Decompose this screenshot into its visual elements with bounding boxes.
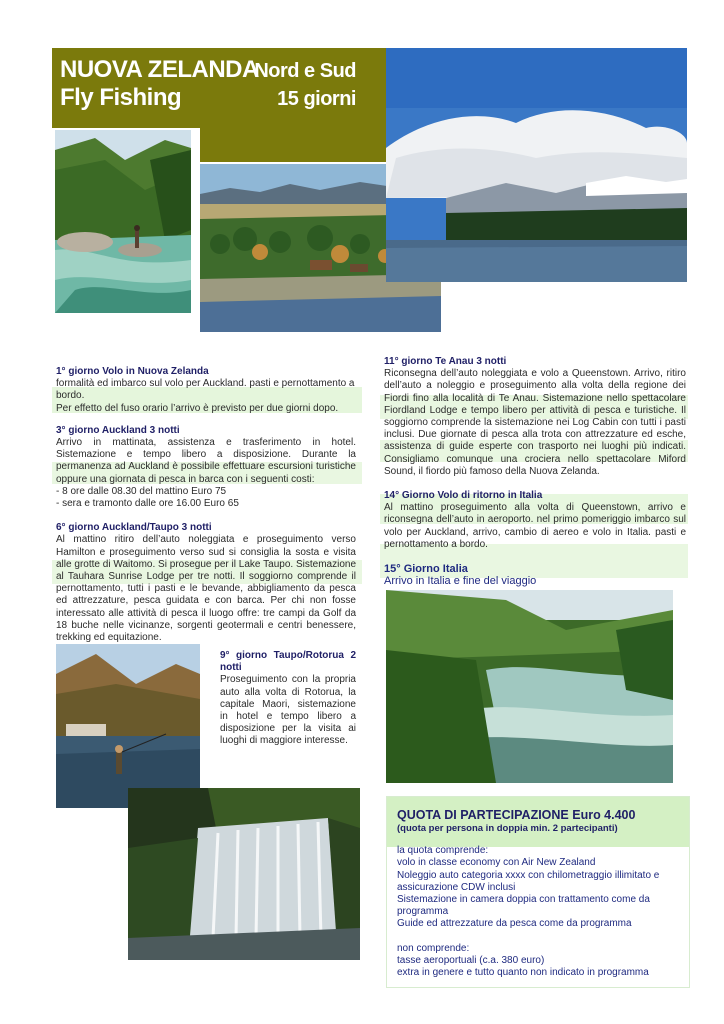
fisherman-lake-photo (56, 644, 200, 808)
includes-item: assicurazione CDW inclusi (397, 881, 516, 893)
day9-block (220, 650, 356, 748)
price-box (386, 796, 690, 988)
title-banner-extension (200, 128, 386, 162)
includes-heading: la quota comprende: (397, 845, 489, 857)
includes-item: Sistemazione in camera doppia con trattamento come da programma (397, 894, 650, 918)
day15-body: Arrivo in Italia e fine del viaggio (384, 575, 537, 588)
title-country: NUOVA ZELANDA (60, 56, 259, 83)
day14-body: Al mattino proseguimento alla volta di Queenstown, arrivo e riconsegna dell’auto in aeroporto. nel primo pomeriggio imbarco sul volo per Auckland, arrivo, cambio di aereo e volo in Italia. pasti e pernottamento a bordo. (384, 502, 686, 550)
day15-heading: 15° Giorno Italia (384, 563, 468, 576)
includes-item: Guide ed attrezzature da pesca come da programma (397, 918, 632, 930)
day1-heading: 1° giorno Volo in Nuova Zelanda (56, 366, 209, 377)
price-title: QUOTA DI PARTECIPAZIONE Euro 4.400 (397, 808, 636, 822)
excludes-heading: non comprende: (397, 942, 470, 954)
day9-heading: 9° giorno Taupo/Rotorua 2 notti (220, 650, 356, 674)
day3-cost2: - sera e tramonto dalle ore 16.00 Euro 65 (56, 498, 239, 510)
price-subtitle: (quota per persona in doppia min. 2 partecipanti) (397, 823, 618, 834)
day3-heading: 3° giorno Auckland 3 notti (56, 424, 180, 436)
title-duration: 15 giorni (277, 88, 356, 110)
includes-item: Noleggio auto categoria xxxx con chilometraggio illimitato e (397, 869, 660, 881)
includes-item: volo in classe economy con Air New Zealand (397, 857, 596, 869)
river-fishing-photo (55, 130, 191, 313)
excludes-item: extra in genere e tutto quanto non indicato in programma (397, 967, 649, 979)
waterfall-photo (128, 788, 360, 960)
day14-heading: 14° Giorno Volo di ritorno in Italia (384, 490, 543, 502)
lake-mountains-photo (386, 48, 687, 282)
rapids-river-photo (386, 590, 673, 783)
itinerary-right (384, 356, 686, 587)
day1-line1: formalità ed imbarco sul volo per Auckland. pasti e pernottamento a bordo. (56, 378, 355, 402)
itinerary-left (56, 366, 356, 644)
title-theme: Fly Fishing (60, 84, 182, 111)
excludes-item: tasse aeroportuali (c.a. 380 euro) (397, 954, 545, 966)
day3-cost1: - 8 ore dalle 08.30 del mattino Euro 75 (56, 485, 227, 497)
title-line-1 (60, 56, 356, 84)
title-banner (52, 48, 386, 128)
day9-body: Proseguimento con la propria auto alla volta di Rotorua, la capitale Maori, sistemazione in hotel e tempo libero a disposizione per la visita ai luoghi di maggiore interesse. (220, 674, 356, 747)
title-line-2 (60, 84, 356, 112)
day1-line2: Per effetto del fuso orario l’arrivo è previsto per due giorni dopo. (56, 402, 339, 414)
day3-body: Arrivo in mattinata, assistenza e trasferimento in hotel. Sistemazione e tempo libero a disposizione. Durante la permanenza ad Auckland è possibile effettuare escursioni turistiche oppure una giornata di pesca in barca con i seguenti costi: (56, 437, 356, 485)
title-region: Nord e Sud (254, 60, 356, 82)
day11-heading: 11° giorno Te Anau 3 notti (384, 356, 507, 367)
day11-body: Riconsegna dell’auto noleggiata e volo a Queenstown. Arrivo, ritiro dell’auto a noleggio e proseguimento alla volta della regione dei Fiordi fino alla località di Te Anau. Sistemazione nello spettacolare Fiordland Lodge e tempo libero per attività di pesca e turistiche. Il soggiorno comprende la sistemazione nei Log Cabin con tutti i pasti inclusi. Due giornate di pesca alla trota con attrezzature ed esche, assistenza di guide esperte con trasporto nei luoghi più indicati. Consigliamo comunque una crociera nello spettacolare Miford Sound, il fiordo più famoso della Nuova Zelanda. (384, 368, 686, 477)
day6-body: Al mattino ritiro dell’auto noleggiata e proseguimento verso Hamilton e proseguimento verso sud si consiglia la sosta e visita alle grotte di Waitomo. Si prosegue per il Lake Taupo. Sistemazione al Tauhara Sunrise Lodge per tre notti. Il soggiorno comprende il pernottamento, tutti i pasti e le bevande, abbigliamento da pesca ed attrezzature, pesca guidata e con barca. Per chi non fosse interessato alle attività di pesca il luogo offre: tre campi da Golf da 18 buche nelle vicinanze, sorgenti geotermali e centri benessere, trekking ed equitazione. (56, 534, 356, 644)
day6-heading: 6° giorno Auckland/Taupo 3 notti (56, 522, 212, 534)
